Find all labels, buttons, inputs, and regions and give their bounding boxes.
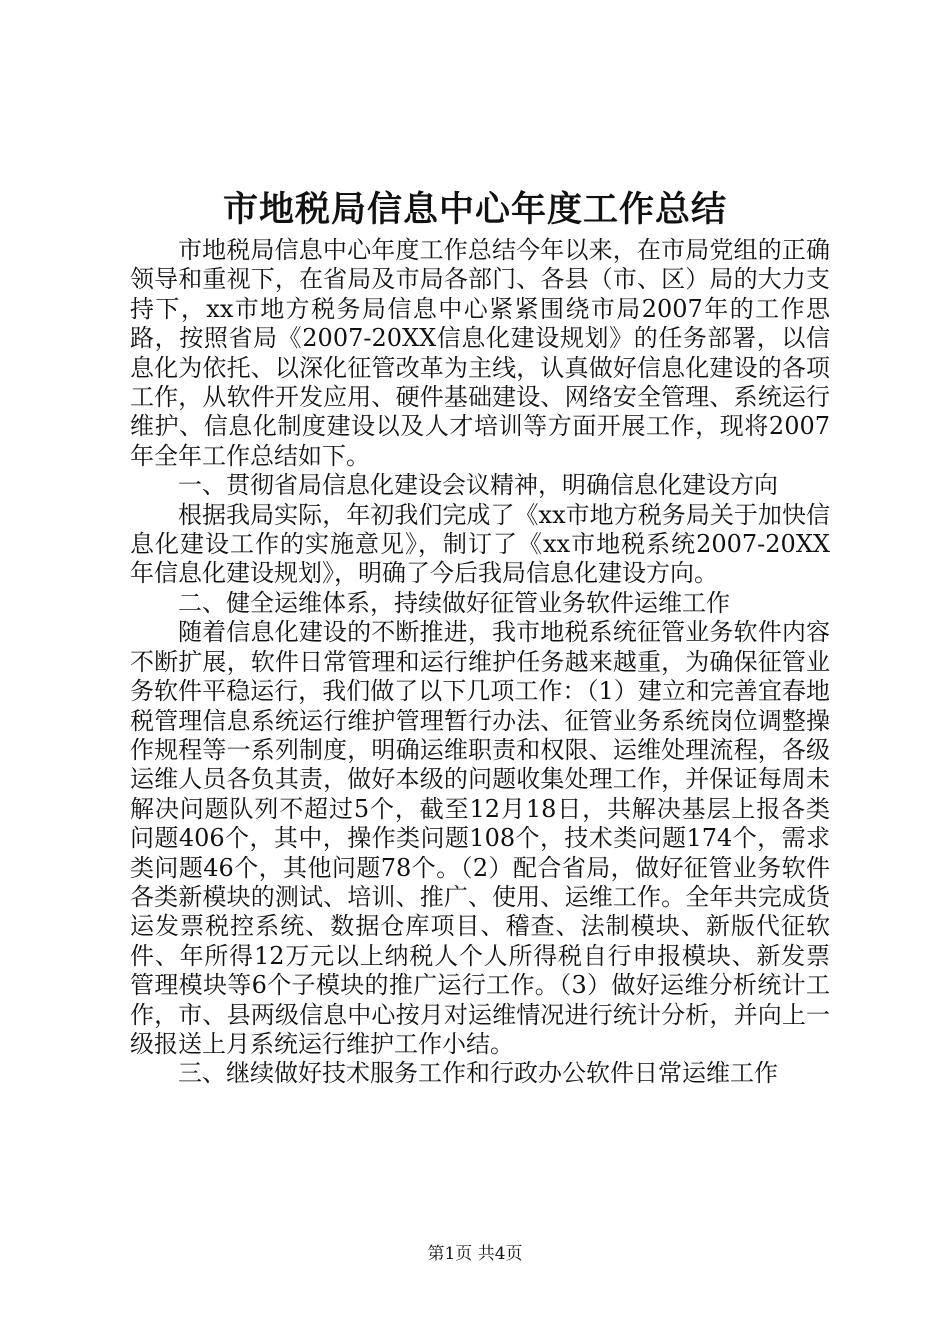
section-heading-1: 一、贯彻省局信息化建设会议精神，明确信息化建设方向 bbox=[178, 471, 778, 500]
paragraph-intro: 市地税局信息中心年度工作总结今年以来，在市局党组的正确领导和重视下，在省局及市局各部门、各县（市、区）局的大力支持下，xx市地方税务局信息中心紧紧围绕市局2007年的工作思路，按照省局《2007-20XX信息化建设规划》的任务部署，以信息化为依托、以深化征管改革为主线，认真做好信息化建设的各项工作，从软件开发应用、硬件基础建设、网络安全管理、系统运行维护、信息化制度建设以及人才培训等方面开展工作，现将2007年全年工作总结如下。 bbox=[130, 236, 830, 470]
paragraph-section-1: 根据我局实际，年初我们完成了《xx市地方税务局关于加快信息化建设工作的实施意见》，制订了《xx市地税系统2007-20XX年信息化建设规划》，明确了今后我局信息化建设方向。 bbox=[130, 500, 830, 588]
section-heading-3: 三、继续做好技术服务工作和行政办公软件日常运维工作 bbox=[178, 1059, 778, 1088]
paragraph-section-2: 随着信息化建设的不断推进，我市地税系统征管业务软件内容不断扩展，软件日常管理和运行维护任务越来越重，为确保征管业务软件平稳运行，我们做了以下几项工作：（1）建立和完善宜春地税管理信息系统运行维护管理暂行办法、征管业务系统岗位调整操作规程等一系列制度，明确运维职责和权限、运维处理流程，各级运维人员各负其责，做好本级的问题收集处理工作，并保证每周未解决问题队列不超过5个，截至12月18日，共解决基层上报各类问题406个，其中，操作类问题108个，技术类问题174个，需求类问题46个，其他问题78个。（2）配合省局，做好征管业务软件各类新模块的测试、培训、推广、使用、运维工作。全年共完成货运发票税控系统、数据仓库项目、稽查、法制模块、新版代征软件、年所得12万元以上纳税人个人所得税自行申报模块、新发票管理模块等6个子模块的推广运行工作。（3）做好运维分析统计工作，市、县两级信息中心按月对运维情况进行统计分析，并向上一级报送上月系统运行维护工作小结。 bbox=[130, 618, 830, 1058]
document-title: 市地税局信息中心年度工作总结 bbox=[222, 189, 727, 230]
document-body bbox=[130, 236, 830, 1089]
section-heading-2: 二、健全运维体系，持续做好征管业务软件运维工作 bbox=[178, 588, 730, 617]
page-footer: 第1页 共4页 bbox=[427, 1244, 523, 1264]
